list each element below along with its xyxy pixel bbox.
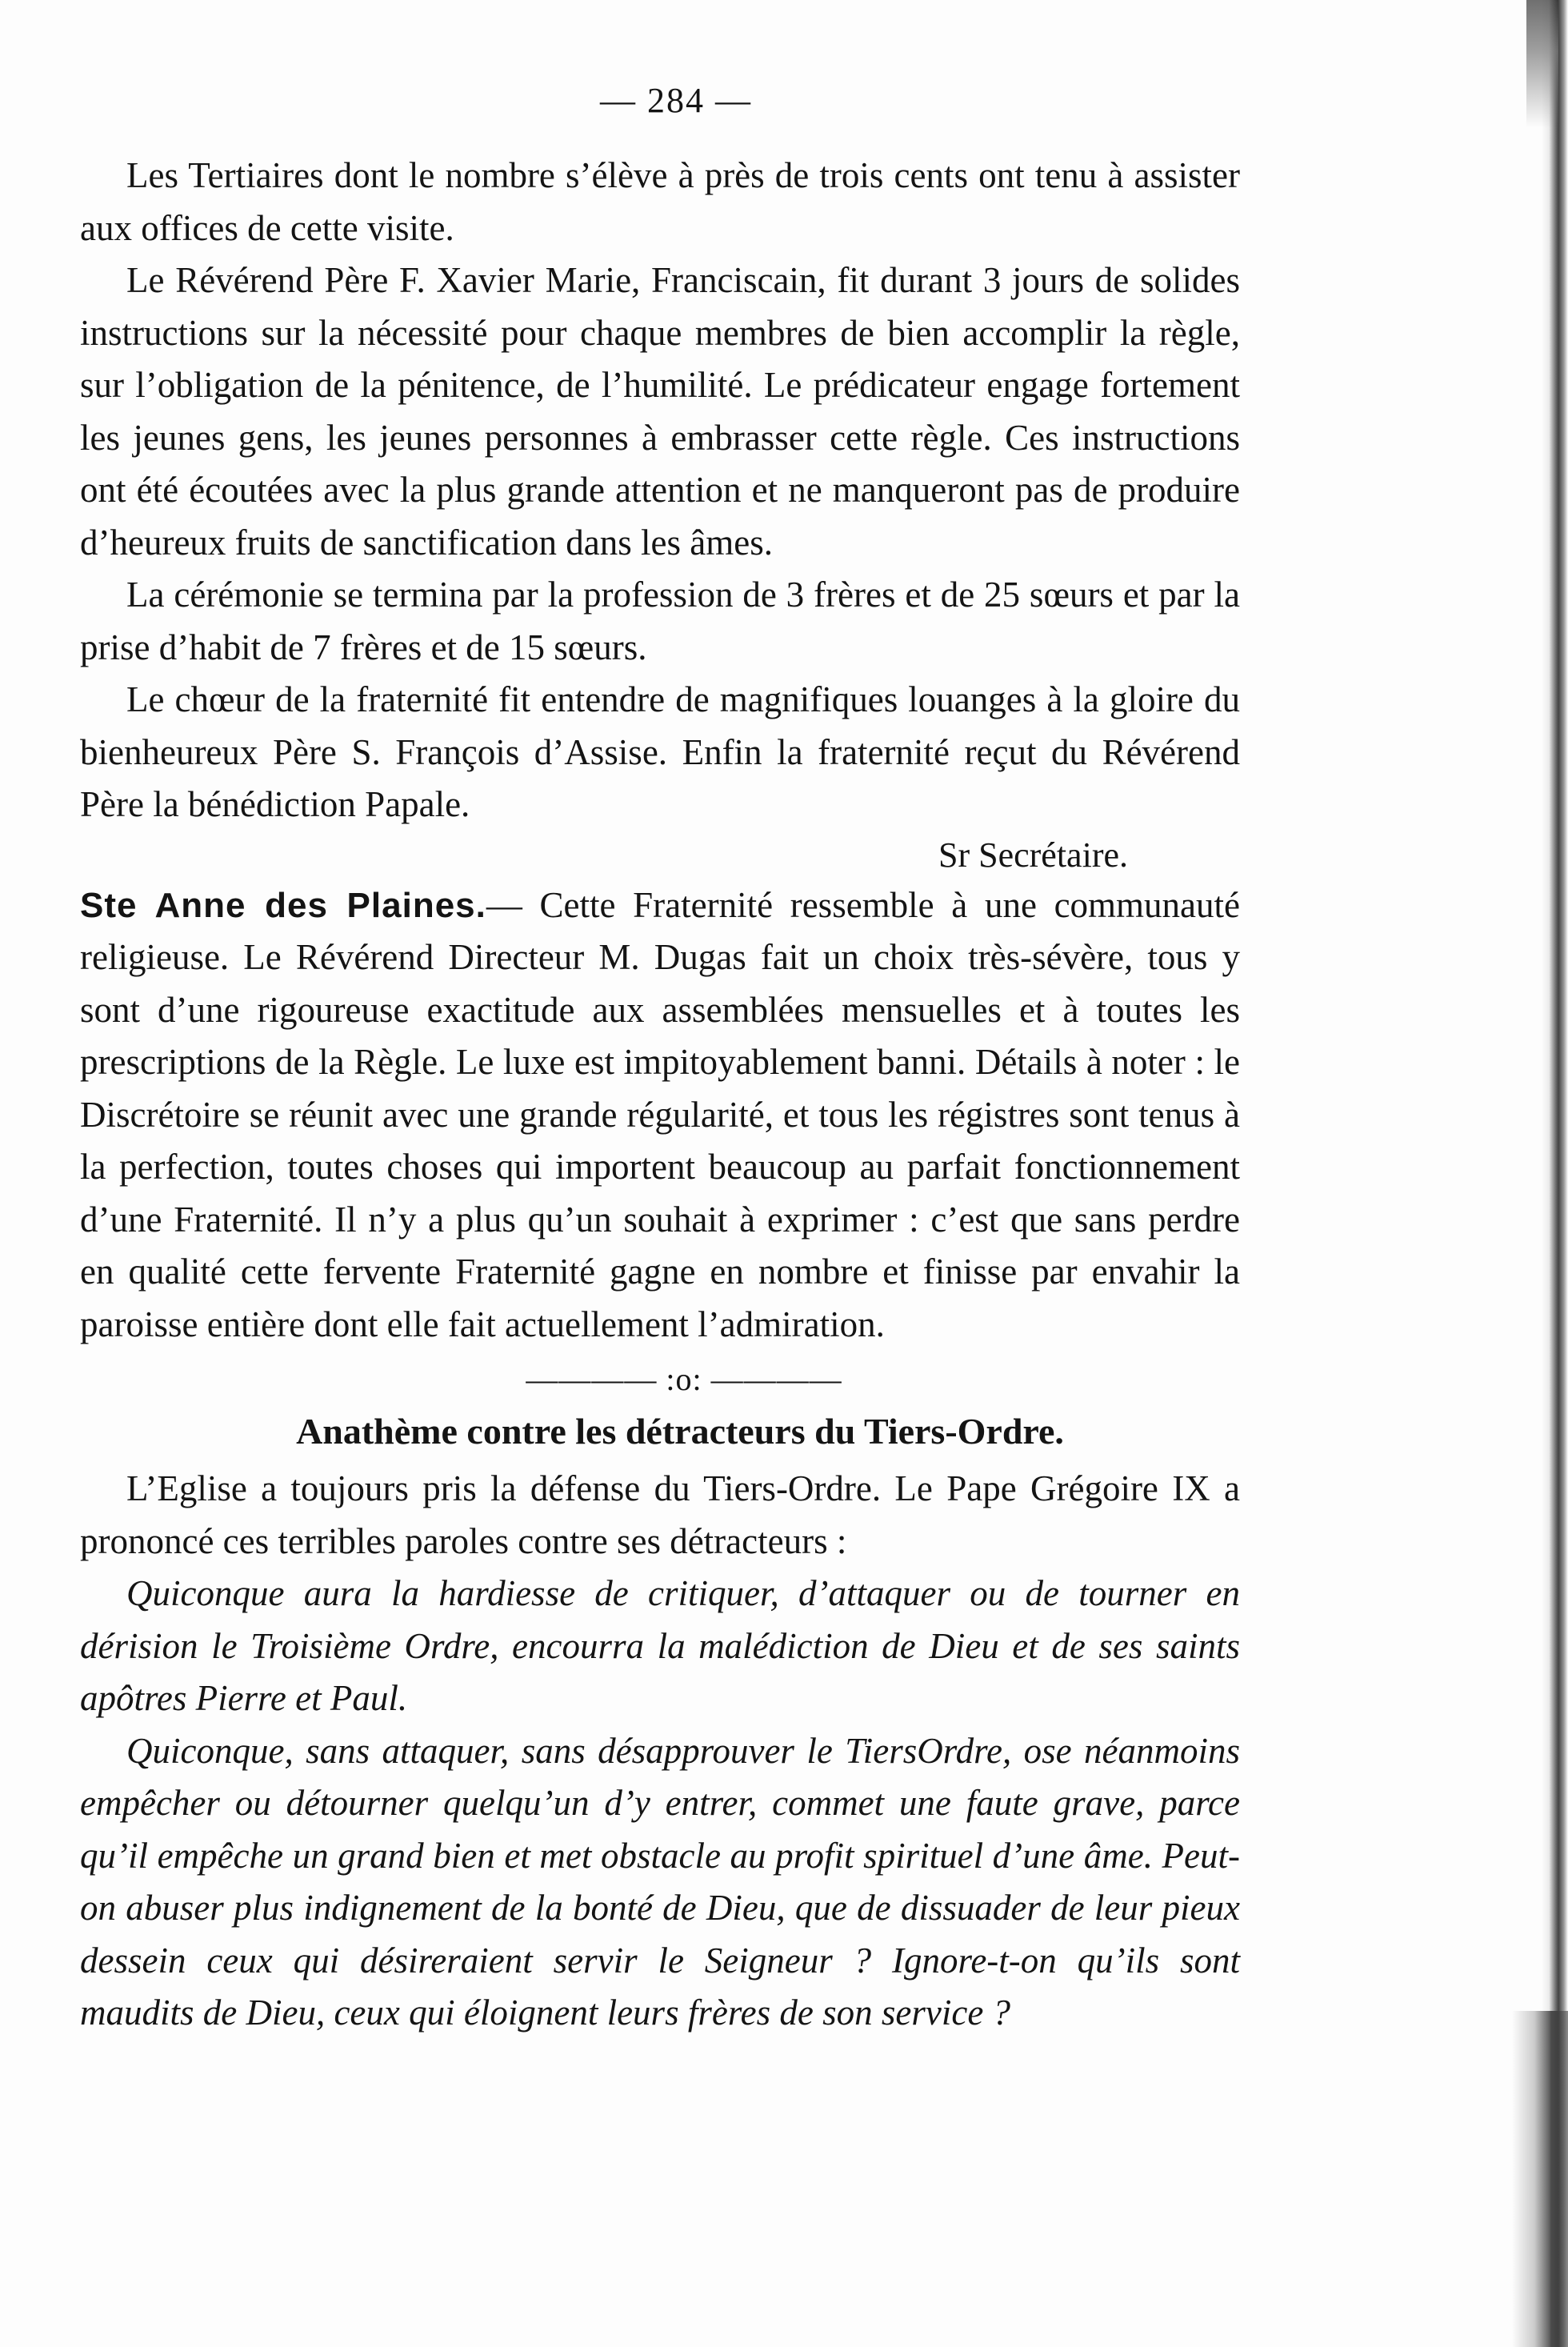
quote-quiconque-1: Quiconque aura la hardiesse de critiquer, d’attaquer ou de tourner en dérision le Troisième Ordre, encourra la malédiction de Dieu et de ses saints apôtres Pierre et Paul. [80,1573,1240,1718]
quote-quiconque-2: Quiconque, sans attaquer, sans désapprouver le TiersOrdre, ose néanmoins empêcher ou détourner quelqu’un d’y entrer, commet une faute grave, parce qu’il empêche un grand bien et met obstacle au profit spirituel d’une âme. Peut-on abuser plus indignement de la bonté de Dieu, que de dissuader de leur pieux dessein ceux qui désireraient servir le Seigneur ? Ignore-t-on qu’ils sont maudits de Dieu, ceux qui éloignent leurs frères de son service ? [80,1730,1240,2033]
paragraph-ste-anne [80,879,1240,1352]
paragraph-ceremonie: La cérémonie se termina par la profession de 3 frères et de 25 sœurs et par la prise d’habit de 7 frères et de 15 sœurs. [80,575,1240,667]
paragraph-tertiaires: Les Tertiaires dont le nombre s’élève à près de trois cents ont tenu à assister aux offices de cette visite. [80,155,1240,248]
signature: Sr Secrétaire. [938,835,1128,875]
page-number: — 284 — [600,81,752,120]
paragraph-instructions: Le Révérend Père F. Xavier Marie, Franciscain, fit durant 3 jours de solides instructions sur la nécessité pour chaque membres de bien accomplir la règle, sur l’obligation de la pénitence, de l’humilité. Le prédicateur engage fortement les jeunes gens, les jeunes personnes à embrasser cette règle. Ces instructions ont été écoutées avec la plus grande attention et ne manqueront pas de produire d’heureux fruits de sanctification dans les âmes. [80,260,1240,563]
binding-shadow [1541,0,1568,2347]
binding-shadow-top [1526,0,1558,128]
text-block [80,80,1240,2040]
section-separator: ———— :o: ———— [526,1361,842,1397]
paragraph-choeur: Le chœur de la fraternité fit entendre de magnifiques louanges à la gloire du bienheureux Père S. François d’Assise. Enfin la fraternité reçut du Révérend Père la bénédiction Papale. [80,679,1240,824]
section-title: Anathème contre les détracteurs du Tiers-Ordre. [296,1411,1064,1452]
binding-shadow-bottom [1512,2011,1568,2347]
paragraph-eglise: L’Eglise a toujours pris la défense du Tiers-Ordre. Le Pape Grégoire IX a prononcé ces terribles paroles contre ses détracteurs : [80,1468,1240,1561]
paragraph-ste-anne-body: — Cette Fraternité ressemble à une communauté religieuse. Le Révérend Directeur M. Dugas fait un choix très-sévère, tous y sont d’une rigoureuse exactitude aux assemblées mensuelles et à toutes les prescriptions de la Règle. Le luxe est impitoyablement banni. Détails à noter : le Discrétoire se réunit avec une grande régularité, et tous les régistres sont tenus à la perfection, toutes choses qui importent beaucoup au parfait fonctionnement d’une Fraternité. Il n’y a plus qu’un souhait à exprimer : c’est que sans perdre en qualité cette fervente Fraternité gagne en nombre et finisse par envahir la paroisse entière dont elle fait actuellement l’admiration. [80,884,1240,1344]
inline-heading-ste-anne: Ste Anne des Plaines. [80,885,486,925]
